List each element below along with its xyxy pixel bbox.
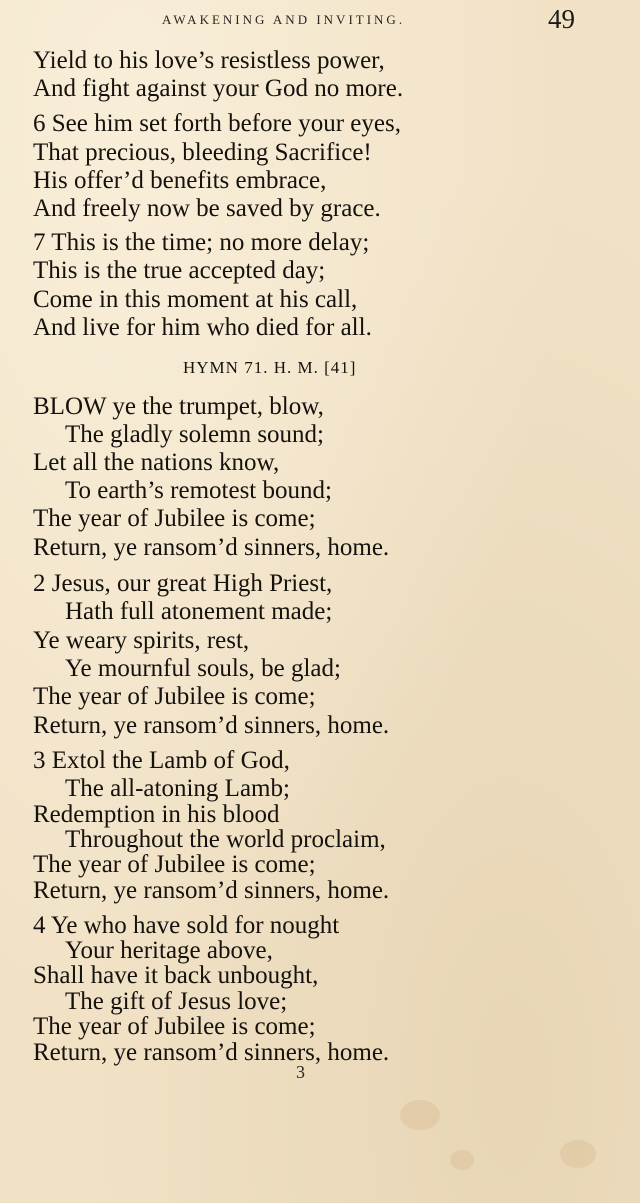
verse-line: Shall have it back unbought,: [33, 962, 319, 989]
verse-line: Throughout the world proclaim,: [65, 826, 386, 853]
verse-line: Return, ye ransom’d sinners, home.: [33, 1039, 390, 1066]
verse-line: Ye weary spirits, rest,: [33, 627, 250, 654]
verse-line: 3 Extol the Lamb of God,: [33, 747, 290, 774]
verse-line: His offer’d benefits embrace,: [33, 167, 327, 194]
verse-line: Return, ye ransom’d sinners, home.: [33, 712, 390, 739]
verse-line: 4 Ye who have sold for nought: [33, 912, 340, 939]
paper-stain: [400, 1100, 440, 1130]
verse-line: Let all the nations know,: [33, 449, 280, 476]
verse-line: The year of Jubilee is come;: [33, 505, 316, 532]
verse-line: The year of Jubilee is come;: [33, 683, 316, 710]
verse-line: This is the true accepted day;: [33, 257, 326, 284]
verse-line: The all-atoning Lamb;: [65, 775, 290, 802]
verse-line: Ye mournful souls, be glad;: [65, 655, 341, 682]
page-number: 49: [548, 4, 575, 34]
verse-line: The gladly solemn sound;: [65, 421, 324, 448]
verse-line: The gift of Jesus love;: [65, 988, 288, 1015]
verse-line: The year of Jubilee is come;: [33, 851, 316, 878]
signature-mark: 3: [296, 1062, 305, 1082]
verse-line: And fight against your God no more.: [33, 75, 404, 102]
verse-line: Come in this moment at his call,: [33, 286, 358, 313]
verse-line: Hath full atonement made;: [65, 598, 333, 625]
verse-line: Redemption in his blood: [33, 801, 280, 828]
verse-line: Return, ye ransom’d sinners, home.: [33, 877, 390, 904]
verse-line: 6 See him set forth before your eyes,: [33, 110, 401, 137]
verse-line: BLOW ye the trumpet, blow,: [33, 393, 324, 420]
verse-line: Yield to his love’s resistless power,: [33, 47, 385, 74]
paper-stain: [560, 1140, 596, 1168]
verse-line: To earth’s remotest bound;: [65, 477, 332, 504]
verse-line: Return, ye ransom’d sinners, home.: [33, 534, 390, 561]
verse-line: The year of Jubilee is come;: [33, 1013, 316, 1040]
verse-line: And live for him who died for all.: [33, 314, 372, 341]
verse-line: 2 Jesus, our great High Priest,: [33, 570, 333, 597]
verse-line: Your heritage above,: [65, 937, 273, 964]
running-head: AWAKENING AND INVITING.: [162, 12, 406, 27]
verse-line: That precious, bleeding Sacrifice!: [33, 139, 372, 166]
hymn-heading: HYMN 71. H. M. [41]: [183, 358, 357, 377]
verse-line: And freely now be saved by grace.: [33, 195, 381, 222]
paper-stain: [450, 1150, 474, 1170]
verse-line: 7 This is the time; no more delay;: [33, 229, 370, 256]
